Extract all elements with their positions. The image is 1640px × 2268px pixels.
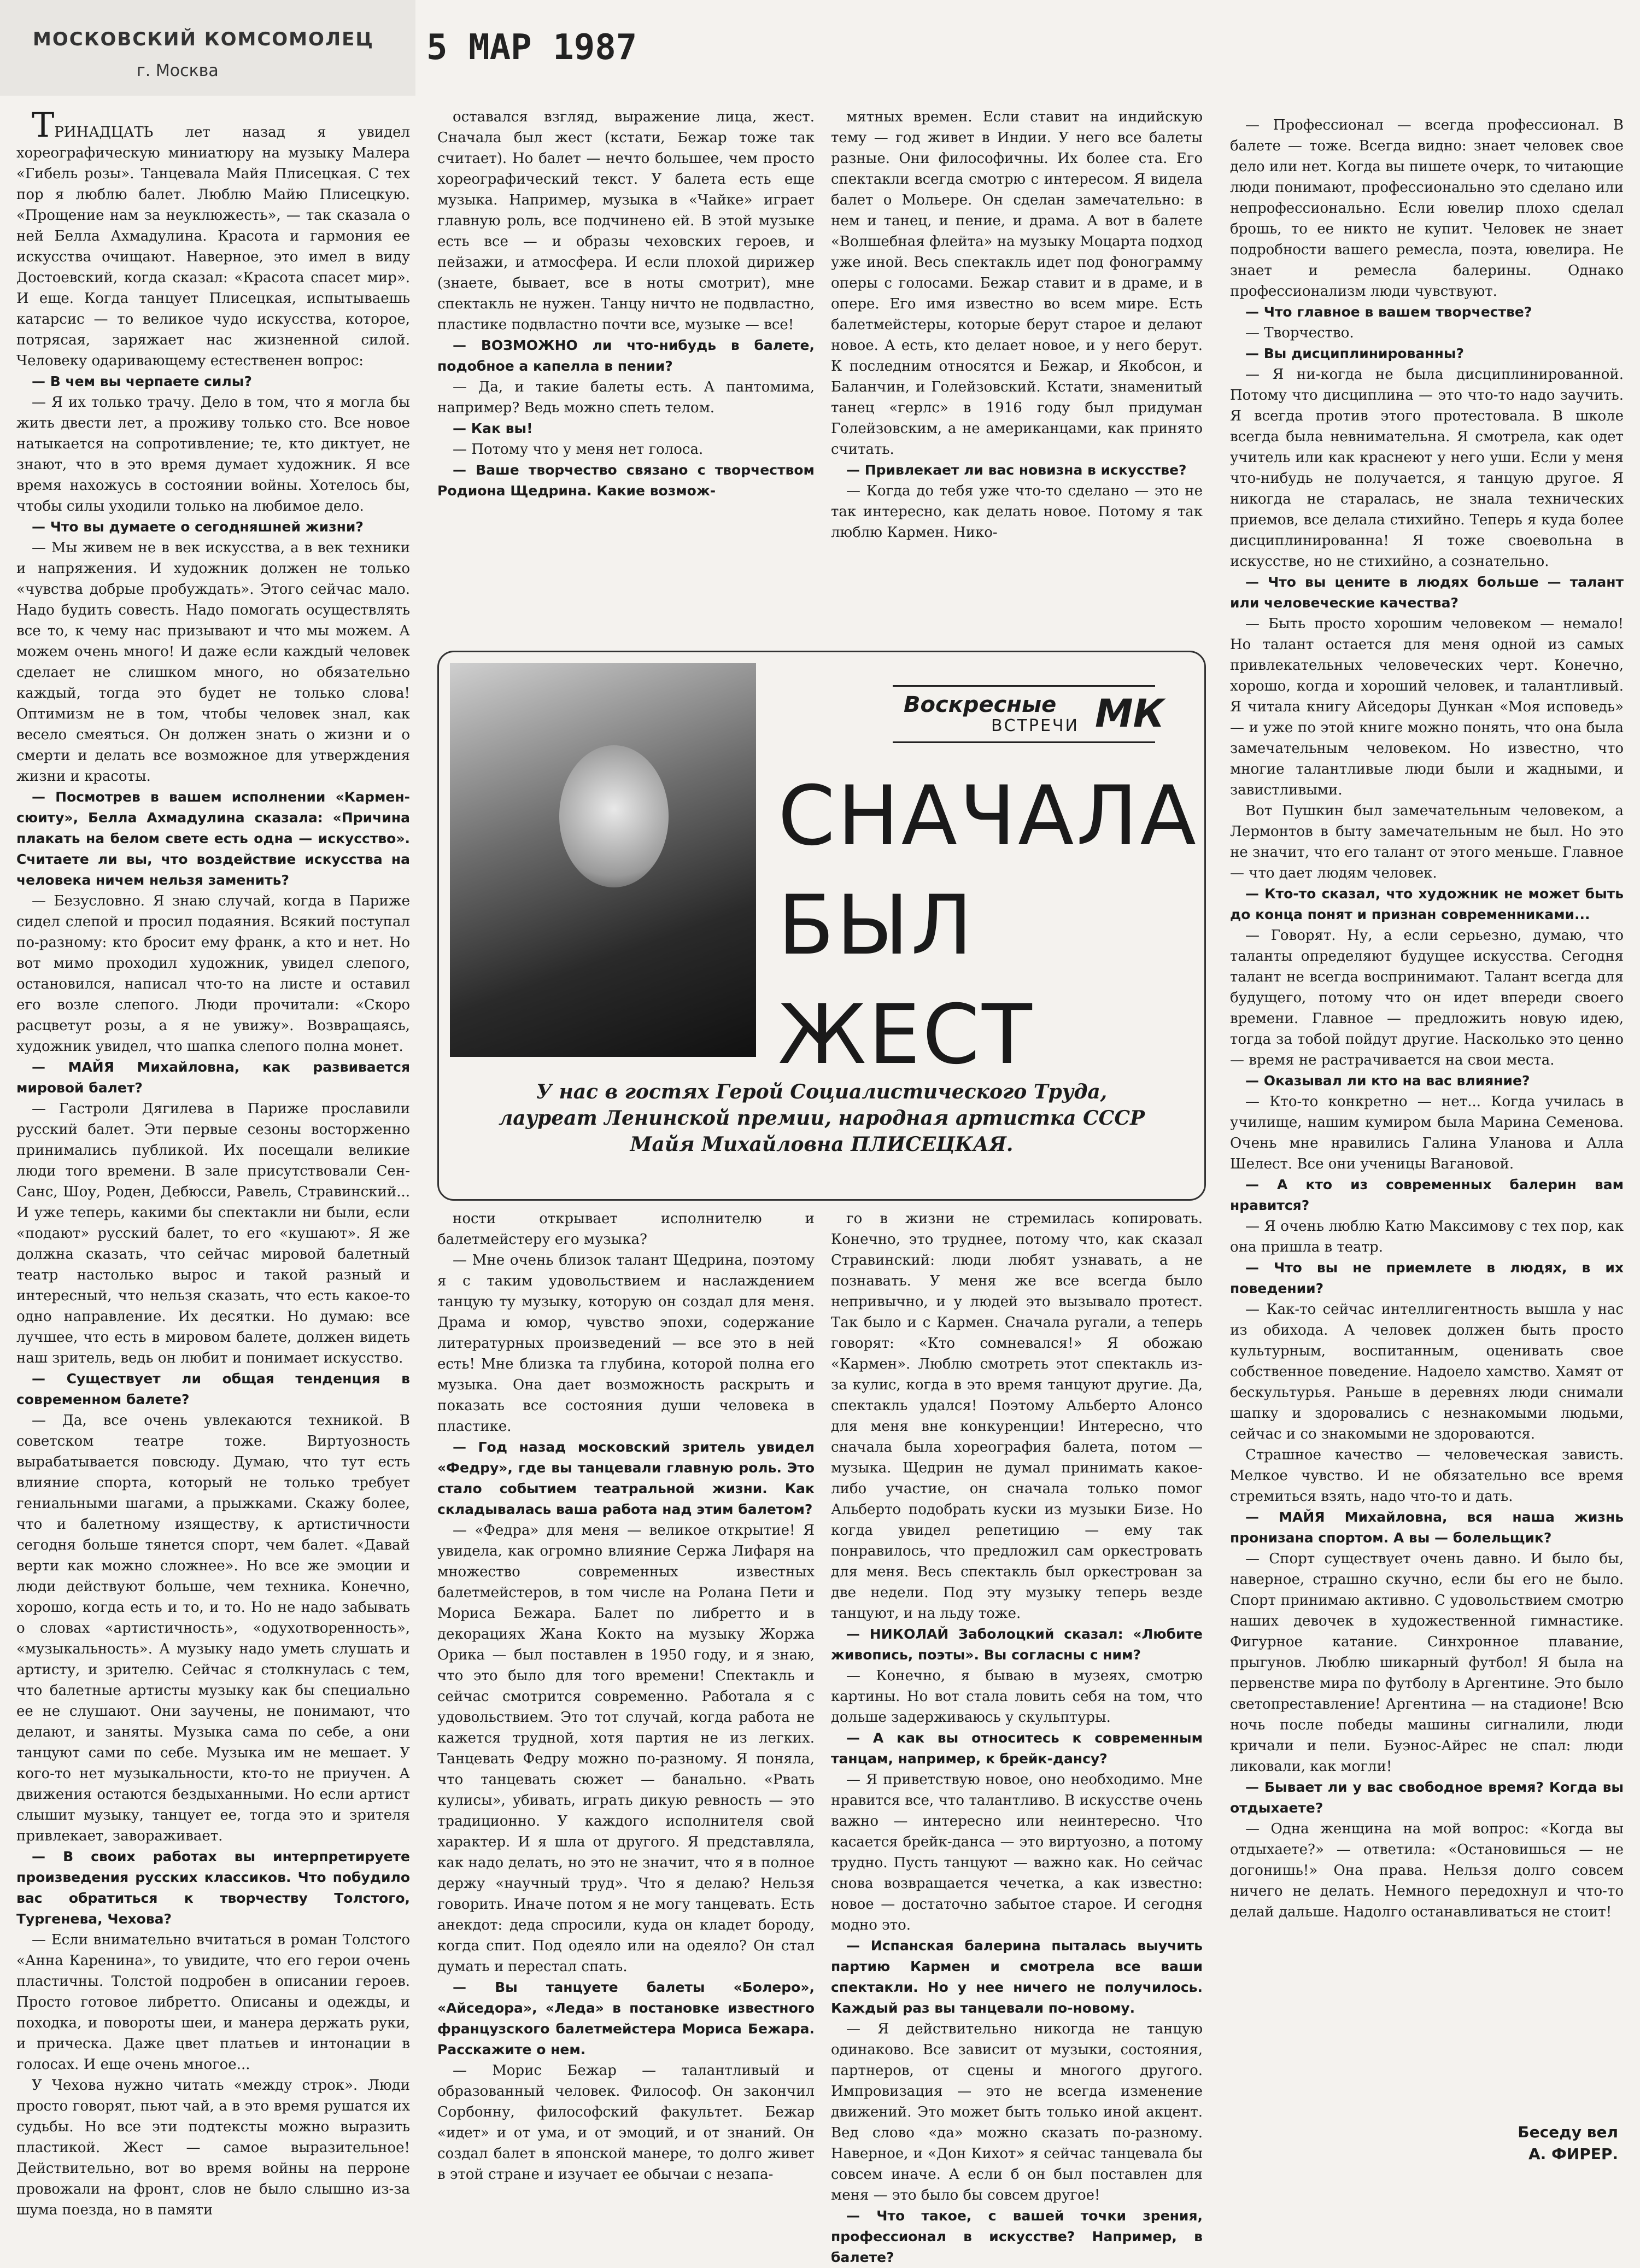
interview-question: — Бывает ли у вас свободное время? Когда вы отдыхаете?: [1230, 1779, 1624, 1816]
interview-question: — Что такое, с вашей точки зрения, профессионал в искусстве? Например, в балете?: [831, 2208, 1203, 2265]
interview-question: — Посмотрев в вашем исполнении «Кармен-сюиту», Белла Ахмадулина сказала: «Причина плакать на белом свете есть одна — искусство». Считаете ли вы, что воздействие искусства на человека ничем нельзя заменить?: [16, 789, 410, 888]
newspaper-city: г. Москва: [137, 61, 219, 80]
article-column-6: [831, 1208, 1203, 2265]
interview-question: — Кто-то сказал, что художник не может быть до конца понят и признан современниками...: [1230, 886, 1624, 922]
article-paragraph: — Я очень люблю Катю Максимову с тех пор, как она пришла в театр.: [1230, 1218, 1624, 1255]
article-paragraph: — Как-то сейчас интеллигентность вышла у нас из обихода. А человек должен быть просто культурным, воспитанным, оценивать свое собственное поведение. Надоело хамство. Хамят от бескультурья. Раньше в деревнях люди снимали шапку и здоровались с незнакомыми людьми, сейчас и со знакомыми не здороваются.: [1230, 1301, 1624, 1442]
newspaper-title: МОСКОВСКИЙ КОМСОМОЛЕЦ: [33, 28, 374, 50]
portrait-face: [559, 745, 669, 887]
article-paragraph: — Быть просто хорошим человеком — немало! Но талант остается для меня одной из самых привлекательных человеческих черт. Конечно, хорошо, когда и хороший человек, и талантливый. Я читала книгу Айседоры Дункан «Моя исповедь» — и уже по этой книге можно понять, что она была замечательным человеком. Но известно, что многие талантливые люди были и жадными, и завистливыми.: [1230, 616, 1624, 798]
article-paragraph: — Безусловно. Я знаю случай, когда в Париже сидел слепой и просил подаяния. Всякий поступал по-разному: кто бросит ему франк, а кто и нет. Но вот мимо проходил художник, увидел слепого, остановился, написал что-то на листе и оставил его возле слепого. Люди прочитали: «Скоро расцветут розы, а я не увижу». Возвращаясь, художник увидел, что шапка слепого полна монет.: [16, 893, 410, 1055]
interview-question: — Как вы!: [453, 420, 533, 436]
interview-question: — Что вы не приемлете в людях, в их поведении?: [1230, 1260, 1624, 1296]
interview-question: — Год назад московский зритель увидел «Федру», где вы танцевали главную роль. Это стало событием театральной жизни. Как складывалась ваша работа над этим балетом?: [437, 1439, 815, 1517]
article-column-5: [437, 1208, 815, 2203]
article-paragraph: — Одна женщина на мой вопрос: «Когда вы отдыхаете?» — ответила: «Остановишься — не догонишь!» Она права. Нельзя долго совсем ничего не делать. Немного передохнул и что-то делай дальше. Надолго останавливаться не стоит!: [1230, 1821, 1624, 1920]
interview-question: — ВОЗМОЖНО ли что-нибудь в балете, подобное а капелла в пении?: [437, 337, 815, 374]
article-paragraph: — Я действительно никогда не танцую одинаково. Все зависит от музыки, состояния, партнеров, от сцены и многого другого. Импровизация — это не всегда изменение движений. Это может быть только иной акцент. Вед слово «да» можно сказать по-разному. Наверное, и «Дон Кихот» я сейчас танцевала бы совсем иначе. А если б он был поставлен для меня — это было бы совсем другое!: [831, 2021, 1203, 2203]
date-stamp: 5 МАР 1987: [426, 27, 637, 68]
feature-box: [437, 651, 1206, 1201]
article-paragraph: ТРИНАДЦАТЬ лет назад я увидел хореографическую миниатюру на музыку Малера «Гибель розы». Танцевала Майя Плисецкая. С тех пор я люблю балет. Люблю Майю Плисецкую. «Прощение нам за неуклюжесть», — так сказала о ней Белла Ахмадулина. Красота и гармония ее искусства очищают. Наверное, это имел в виду Достоевский, когда сказал: «Красота спасет мир». И еще. Когда танцует Плисецкая, испытываешь катарсис — то великое чудо искусства, которое, потрясая, заряжает нас жизненной силой. Человеку одаривающему естественен вопрос:: [16, 105, 410, 369]
article-paragraph: — Я их только трачу. Дело в том, что я могла бы жить двести лет, а проживу только сто. Все новое натыкается на сопротивление; те, кто диктует, не знают, что в это время думает художник. Я все время нахожусь в состоянии войны. Хотелось бы, чтобы силы уходили только на любимое дело.: [16, 394, 410, 515]
article-paragraph: Страшное качество — человеческая зависть. Мелкое чувство. И не обязательно все время стремиться взять, надо что-то и дать.: [1230, 1447, 1624, 1505]
article-paragraph: оставался взгляд, выражение лица, жест. Сначала был жест (кстати, Бежар тоже так считает). Но балет — нечто большее, чем просто хореографический текст. У балета есть еще музыка. Например, музыка в «Чайке» играет главную роль, все подчинено ей. В этой музыке есть все — и образы чеховских героев, и пейзажи, и атмосфера. И если плохой дирижер (знаете, бывает, все в ноты смотрит), мне спектакль не нужен. Танцу ничто не подвластно, пластике подвластно почти все, музыке — все!: [437, 109, 815, 333]
headline-word-2: БЫЛ: [778, 878, 975, 973]
byline-line-1: Беседу вел: [1518, 2123, 1618, 2141]
interview-question: — МАЙЯ Михайловна, вся наша жизнь пронизана спортом. А вы — болельщик?: [1230, 1509, 1624, 1546]
interview-question: — МАЙЯ Михайловна, как развивается мировой балет?: [16, 1059, 410, 1096]
article-paragraph: Вот Пушкин был замечательным человеком, а Лермонтов в быту замечательным не был. Но это не значит, что его талант от этого меньше. Главное — что дает людям человек.: [1230, 803, 1624, 881]
article-paragraph: — Творчество.: [1245, 325, 1354, 341]
article-column-2: [437, 107, 815, 637]
portrait-photo: [450, 663, 756, 1057]
interview-question: — В чем вы черпаете силы?: [32, 373, 252, 389]
rubric-line-2: ВСТРЕЧИ: [991, 716, 1079, 735]
article-paragraph: — Профессионал — всегда профессионал. В балете — тоже. Всегда видно: знает человек свое дело или нет. Когда вы пишете очерк, то читающие люди понимают, профессионально это сделано или непрофессионально. Если ювелир плохо сделал брошь, то ее никто не купит. Человек не знает подробности вашего ремесла, поэта, ювелира. Не знает и ремесла балерины. Однако профессионализм люди чувствуют.: [1230, 117, 1624, 300]
article-paragraph: мятных времен. Если ставит на индийскую тему — год живет в Индии. У него все балеты разные. Они философичны. Их более ста. Его спектакли всегда смотрю с интересом. Я видела балет о Мольере. Он сделан замечательно: в нем и танец, и пение, и драма. А вот в балете «Волшебная флейта» на музыку Моцарта подход уже иной. Весь спектакль идет под фонограмму оперы с голосами. Бежар ставит и в драме, и в опере. Его имя известно во всем мире. Есть балетмейстеры, которые берут старое и делают новое. А есть, кто делает новое, и у него берут. К последним относятся и Бежар, и Якобсон, и Баланчин, и Голейзовский. Кстати, знаменитый танец «герлс» в 1916 году был придуман Голейзовским, а не американцами, как принято считать.: [831, 109, 1203, 458]
article-paragraph: — Мы живем не в век искусства, а в век техники и напряжения. И художник должен не только «чувства добрые пробуждать». Этого сейчас мало. Надо будить совесть. Надо помогать осуществлять все то, к чему нас призывают и что мы можем. А можем очень много! И даже если каждый человек сделает не слишком много, но обязательно каждый, тогда это будет не только слова! Оптимизм не в том, чтобы человек знал, как весело смеяться. Он должен знать о жизни и о смерти и делать все возможное для утверждения жизни и красоты.: [16, 540, 410, 785]
article-paragraph: — Да, все очень увлекаются техникой. В советском театре тоже. Виртуозность вырабатывается повсюду. Думаю, что тут есть влияние спорта, который не только требует гениальными шагами, а прыжками. Скажу более, что и балетному изяществу, к артистичности сегодня больше тянется спорт, чем балет. «Давай верти как можно сложнее». Но все же эмоции и люди действуют больше, чем техника. Конечно, хорошо, когда есть и то, и то. Но не надо забывать о словах «артистичность», «одухотворенность», «музыкальность». А музыку надо уметь слушать и артисту, и зрителю. Сейчас я столкнулась с тем, что балетные артисты музыку как бы специально ее не слушают. Они заучены, не понимают, что делают, и заняты. Музыка сама по себе, а они танцуют сами по себе. Музыка им не мешает. У кого-то нет музыкальности, кто-то не приучен. А движения остаются бездыханными. Но если артист слышит музыку, танцует ее, тогда это и зрителя привлекает, завораживает.: [16, 1412, 410, 1844]
interview-question: — Вы танцуете балеты «Болеро», «Айседора», «Леда» в постановке известного французского балетмейстера Мориса Бежара. Расскажите о нем.: [437, 1979, 815, 2057]
article-paragraph: — Говорят. Ну, а если серьезно, думаю, что таланты определяют будущее искусства. Сегодня талант не всегда воспринимают. Талант всегда для будущего, потому что он идет впереди своего времени. Главное — предложить новую идею, тогда за тобой пойдут другие. Насколько это ценно — время не растрачивается на свои места.: [1230, 927, 1624, 1068]
interview-question: — Испанская балерина пыталась выучить партию Кармен и смотрела все ваши спектакли. Но у нее ничего не получилось. Каждый раз вы танцевали по-новому.: [831, 1938, 1203, 2016]
article-paragraph: — Я ни-когда не была дисциплинированной. Потому что дисциплина — это что-то надо заучить. Я всегда против этого протестовала. В школе всегда была невнимательна. Я смотрела, как одет учитель или как краснеют у него уши. Если у меня что-нибудь не получается, я танцую другое. Я никогда не старалась, не знала технических приемов, все делала стихийно. Теперь я куда более дисциплинированна! Я тоже своевольна в искусстве, но не стихийно, а сознательно.: [1230, 366, 1624, 570]
article-paragraph: ности открывает исполнителю и балетмейстеру его музыка?: [437, 1211, 815, 1248]
article-paragraph: — Мне очень близок талант Щедрина, поэтому я с таким удовольствием и наслаждением танцую ту музыку, которую он создал для меня. Драма и юмор, чувство эпохи, содержание литературных произведений — все это в ней есть! Мне близка та глубина, которой полна его музыка. Она дает возможность раскрыть и показать все состояния души человека в пластике.: [437, 1252, 815, 1435]
interview-question: — Оказывал ли кто на вас влияние?: [1245, 1073, 1530, 1089]
photo-caption: У нас в гостях Герой Социалистического Труда, лауреат Ленинской премии, народная артистка СССР Майя Михайловна ПЛИСЕЦКАЯ.: [498, 1080, 1145, 1156]
article-column-3: [831, 107, 1203, 637]
interview-question: — А кто из современных балерин вам нравится?: [1230, 1177, 1624, 1213]
rubric-logo: [893, 685, 1164, 743]
interview-question: — Что главное в вашем творчестве?: [1245, 304, 1532, 320]
article-column-4: [1230, 115, 1624, 2111]
article-paragraph: — Конечно, я бываю в музеях, смотрю картины. Но вот стала ловить себя на том, что дольше задерживаюсь у скульптуры.: [831, 1668, 1203, 1726]
rubric-line-1: Воскресные: [904, 692, 1057, 717]
interview-question: — НИКОЛАЙ Заболоцкий сказал: «Любите живопись, поэты». Вы согласны с ним?: [831, 1626, 1203, 1663]
article-paragraph: — Если внимательно вчитаться в роман Толстого «Анна Каренина», то увидите, что его герои очень пластичны. Толстой подробен в описании героев. Просто готовое либретто. Описаны и одежды, и походка, и повороты шеи, и манера держать руки, и прическа. Даже цвет платьев и интонации в голосах. И еще очень многое...: [16, 1932, 410, 2073]
article-paragraph: — Спорт существует очень давно. И было бы, наверное, страшно скучно, если бы его не было. Спорт принимаю активно. С удовольствием смотрю наших девочек в художественной гимнастике. Фигурное катание. Синхронное плавание, прыгунов. Люблю шикарный футбол! Я была на первенстве мира по футболу в Аргентине. Это было светопреставление! Аргентина — на стадионе! Всю ночь после победы машины сигналили, люди кричали и пели. Буэнос-Айрес не спал: люди ликовали, как могли!: [1230, 1551, 1624, 1775]
interview-question: — Вы дисциплинированны?: [1245, 346, 1464, 361]
byline: [1476, 2121, 1618, 2165]
article-paragraph: — Когда до тебя уже что-то сделано — это не так интересно, как делать новое. Потому я так люблю Кармен. Нико-: [831, 483, 1203, 541]
masthead: [0, 0, 415, 96]
article-paragraph: — Я приветствую новое, оно необходимо. Мне нравится все, что талантливо. В искусстве очень важно — интересно или неинтересно. Что касается брейк-данса — это виртуозно, а потому трудно. Пусть танцуют — важно как. Но сейчас снова возвращается чечетка, а как известно: новое — достаточно забытое старое. И сегодня модно это.: [831, 1772, 1203, 1933]
headline-word-3: ЖЕСТ: [778, 987, 1034, 1083]
rubric-line-3: МК: [1095, 691, 1164, 736]
article-column-1: [16, 105, 410, 2218]
interview-question: — Что вы думаете о сегодняшней жизни?: [32, 519, 364, 535]
article-paragraph: — «Федра» для меня — великое открытие! Я увидела, как огромно влияние Сержа Лифаря на множество современных известных балетмейстеров, в том числе на Ролана Пети и Мориса Бежара. Балет по либретто и в декорациях Жана Кокто на музыку Жоржа Орика — был поставлен в 1950 году, и я знаю, что это было для того времени! Спектакль и сейчас смотрится современно. Работала я с удовольствием. Это тот случай, когда работа не кажется трудной, хотя партия не из легких. Танцевать Федру можно по-разному. Я поняла, что танцевать сюжет — банально. «Рвать кулисы», убивать, играть дикую ревность — это традиционно. У каждого исполнителя свой характер. И я шла от другого. Я представляла, как надо делать, но это не значит, что я в полное держу «научный труд». Что я делаю? Нельзя говорить. Иначе потом я не могу танцевать. Есть анекдот: деда спросили, куда он кладет бороду, когда спит. Под одеяло или на одеяло? Он стал думать и перестал спать.: [437, 1522, 815, 1975]
article-paragraph: У Чехова нужно читать «между строк». Люди просто говорят, пьют чай, а в это время рушатся их судьбы. Но все эти подтексты можно выразить пластикой. Жест — самое выразительное! Действительно, вот во время войны на перроне провожали на фронт, слов не было слышно из-за шума поезда, но в памяти: [16, 2077, 410, 2218]
article-paragraph: — Кто-то конкретно — нет... Когда училась в училище, нашим кумиром была Марина Семенова. Очень мне нравились Галина Уланова и Алла Шелест. Все они ученицы Вагановой.: [1230, 1094, 1624, 1172]
interview-question: — Привлекает ли вас новизна в искусстве?: [846, 462, 1187, 478]
headline-word-1: СНАЧАЛА: [778, 769, 1198, 864]
article-paragraph: — Потому что у меня нет голоса.: [453, 441, 704, 458]
interview-question: — Что вы цените в людях больше — талант или человеческие качества?: [1230, 574, 1624, 611]
interview-question: — А как вы относитесь к современным танцам, например, к брейк-дансу?: [831, 1730, 1203, 1767]
interview-question: — Ваше творчество связано с творчеством Родиона Щедрина. Какие возмож-: [437, 462, 815, 499]
byline-line-2: А. ФИРЕР.: [1528, 2145, 1618, 2163]
article-paragraph: — Морис Бежар — талантливый и образованный человек. Философ. Он закончил Сорбонну, философский факультет. Бежар «идет» и от ума, и от эмоций, и от знаний. Он создал балет в японской манере, то долго живет в этой стране и изучает ее обычаи с незапа-: [437, 2062, 815, 2183]
article-paragraph: — Да, и такие балеты есть. А пантомима, например? Ведь можно спеть телом.: [437, 379, 815, 416]
interview-question: — Существует ли общая тенденция в современном балете?: [16, 1371, 410, 1407]
article-paragraph: — Гастроли Дягилева в Париже прославили русский балет. Эти первые сезоны восторженно принимались публикой. Их посещали великие люди того времени. В зале присутствовали Сен-Санс, Шоу, Роден, Дебюсси, Равель, Стравинский... И уже теперь, какими бы спектакли ни были, если «подают» русский балет, то его «кушают». Я же должна сказать, что сейчас мировой балетный театр настолько вырос и такой разный и интересный, что нельзя сказать, что есть какое-то одно направление. Их десятки. Но думаю: все лучшее, что есть в мировом балете, должен видеть наш зритель, ведь он любит и понимает искусство.: [16, 1101, 410, 1366]
article-paragraph: го в жизни не стремилась копировать. Конечно, это труднее, потому что, как сказал Стравинский: люди любят узнавать, а не познавать. У меня же все всегда было непривычно, и у людей это вызывало протест. Так было и с Кармен. Сначала ругали, а теперь говорят: «Кто сомневался!» Я обожаю «Кармен». Люблю смотреть этот спектакль из-за кулис, когда в это время танцуют другие. Да, спектакль удался! Поэтому Альберто Алонсо для меня вне конкуренции! Интересно, что сначала была хореография балета, потом — музыка. Щедрин не думал принимать какое-либо участие, он сначала только помог Альберто подобрать куски из музыки Бизе. Но когда увидел репетицию — ему так понравилось, что предложил сам оркестровать для меня. Весь спектакль был оркестрован за две недели. Под эту музыку теперь везде танцуют, и на льду тоже.: [831, 1211, 1203, 1622]
interview-question: — В своих работах вы интерпретируете произведения русских классиков. Что побудило вас обратиться к творчеству Толстого, Тургенева, Чехова?: [16, 1849, 410, 1927]
